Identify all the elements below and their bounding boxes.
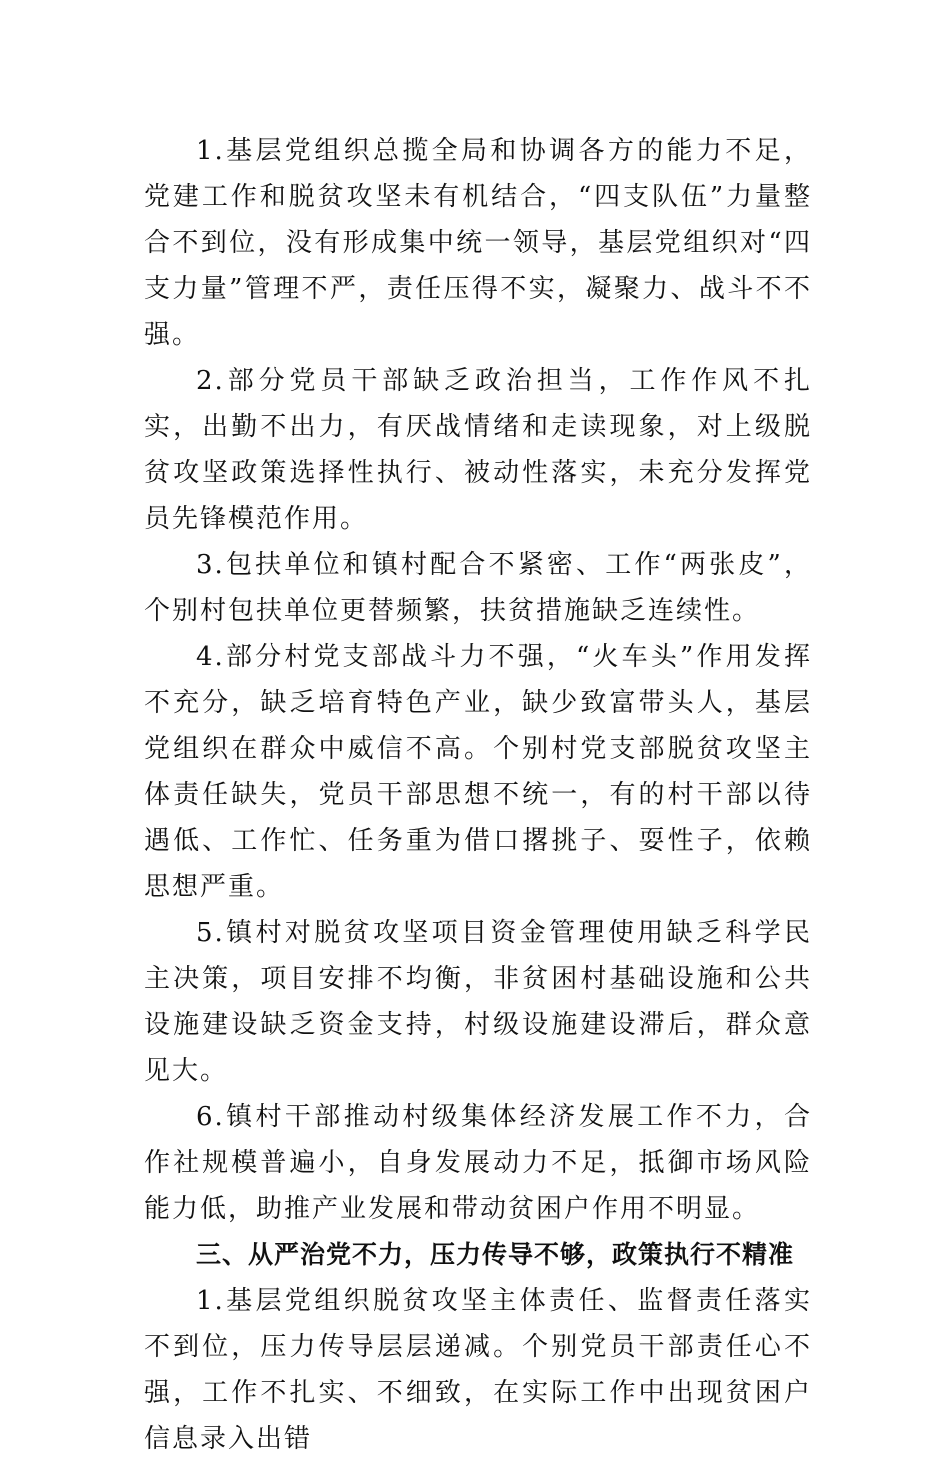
paragraph-3: 3.包扶单位和镇村配合不紧密、工作“两张皮”，个别村包扶单位更替频繁，扶贫措施缺乏连续性。 [144, 550, 812, 626]
paragraph-5: 5.镇村对脱贫攻坚项目资金管理使用缺乏科学民主决策，项目安排不均衡，非贫困村基础设施和公共设施建设缺乏资金支持，村级设施建设滞后，群众意见大。 [144, 918, 812, 1086]
paragraph-6: 6.镇村干部推动村级集体经济发展工作不力，合作社规模普遍小，自身发展动力不足，抵御市场风险能力低，助推产业发展和带动贫困户作用不明显。 [144, 1102, 812, 1224]
section-heading: 三、从严治党不力，压力传导不够，政策执行不精准 [196, 1240, 795, 1269]
document-body [144, 128, 812, 1462]
section-paragraph-1: 1.基层党组织脱贫攻坚主体责任、监督责任落实不到位，压力传导层层递减。个别党员干部责任心不强，工作不扎实、不细致，在实际工作中出现贫困户信息录入出错 [144, 1286, 812, 1454]
paragraph-1: 1.基层党组织总揽全局和协调各方的能力不足，党建工作和脱贫攻坚未有机结合，“四支队伍”力量整合不到位，没有形成集中统一领导，基层党组织对“四支力量”管理不严，责任压得不实，凝聚力、战斗不不强。 [144, 136, 812, 350]
paragraph-4: 4.部分村党支部战斗力不强，“火车头”作用发挥不充分，缺乏培育特色产业，缺少致富带头人，基层党组织在群众中威信不高。个别村党支部脱贫攻坚主体责任缺失，党员干部思想不统一，有的村干部以待遇低、工作忙、任务重为借口撂挑子、耍性子，依赖思想严重。 [144, 642, 812, 902]
paragraph-2: 2.部分党员干部缺乏政治担当，工作作风不扎实，出勤不出力，有厌战情绪和走读现象，对上级脱贫攻坚政策选择性执行、被动性落实，未充分发挥党员先锋模范作用。 [144, 366, 812, 534]
